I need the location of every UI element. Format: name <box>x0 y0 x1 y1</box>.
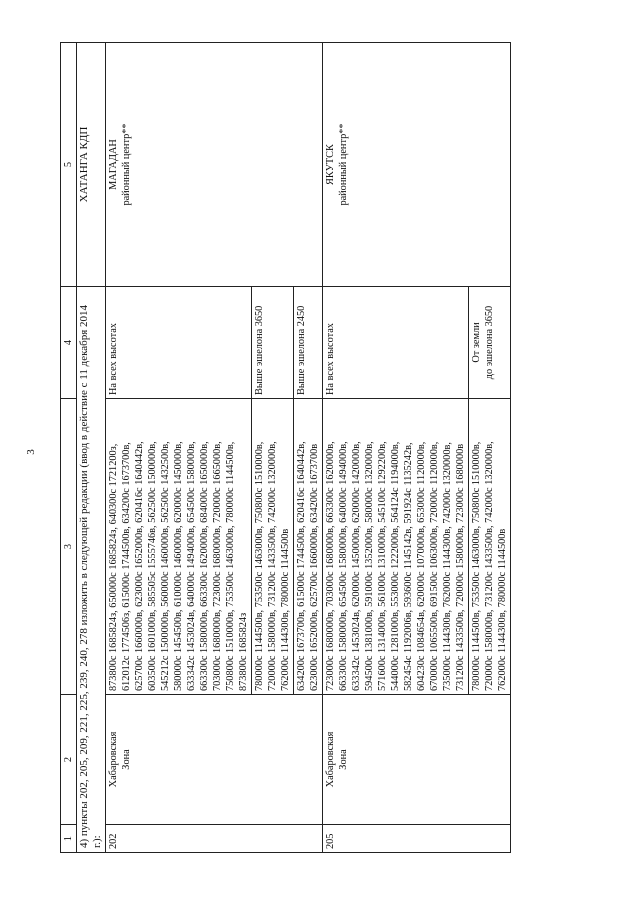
header-col-1: 1 <box>61 825 77 853</box>
airspace-table <box>60 42 511 853</box>
altitude-cell <box>469 287 511 399</box>
coordinate-line: 670000с 1065500в, 691500с 1063000в, 720000с 1120000в, <box>429 441 440 691</box>
header-col-3: 3 <box>61 399 77 695</box>
altitude-cell <box>323 287 469 399</box>
header-col-5: 5 <box>61 43 77 287</box>
note-row <box>77 43 106 853</box>
zone-cell <box>323 695 511 825</box>
amendment-note: 4) пункты 202, 205, 209, 221, 225, 239, 240, 278 изложить в следующей редакции (ввод в действие с 11 декабря 2014 г.): <box>77 287 106 853</box>
row-number: 202 <box>106 825 323 853</box>
coordinate-line: 720000с 1580000в, 731200с 1433500в, 742000с 1320000в, <box>267 441 278 691</box>
coordinate-line: 873800с 1685824з, 650000с 1685824з, 640300с 1721200з, <box>108 443 119 691</box>
coordinate-line: 544000с 1281000в, 553000с 1222000в, 564124с 1194000в, <box>390 441 401 691</box>
altitude-line: От земли <box>471 322 482 363</box>
coordinate-line: 735000с 1144300в, 762000с 1144300в, 742000с 1320000в, <box>442 442 453 691</box>
zone-cell <box>106 695 323 825</box>
zone-line: Хабаровская <box>108 731 119 788</box>
altitude-line: На всех высотах <box>325 323 336 395</box>
coordinate-line: 580000с 1454500в, 610000с 1460000в, 620000с 1450000в, <box>173 441 184 691</box>
table-row <box>323 43 469 853</box>
altitude-line: Выше эшелона 2450 <box>296 305 307 395</box>
coordinate-line: 723000с 1680000в, 703000с 1680000в, 663300с 1620000в, <box>325 441 336 691</box>
altitude-cell <box>294 287 323 399</box>
coordinate-line: 545212с 1500000в, 560000с 1460000в, 562500с 1432500в, <box>160 441 171 691</box>
coordinate-line: 873800с 1685824з <box>238 612 249 691</box>
coordinate-line: 750800с 1510000в, 753500с 1463000в, 780000с 1144500в, <box>225 441 236 691</box>
coordinate-line: 780000с 1144500в, 753500с 1463000в, 750800с 1510000в, <box>254 441 265 691</box>
coordinate-line: 703000с 1680000в, 723000с 1680000в, 720000с 1665000в, <box>212 441 223 691</box>
coordinate-line: 663300с 1580000в, 654500с 1580000в, 640000с 1494000в, <box>338 441 349 691</box>
coordinate-line: 663300с 1580000в, 663300с 1620000в, 684000с 1650000в, <box>199 441 210 691</box>
center-line: районный центр** <box>338 123 349 206</box>
header-col-4: 4 <box>61 287 77 399</box>
coordinate-line: 762000с 1144300в, 780000с 1144500в <box>280 528 291 691</box>
coordinate-line: 762000с 1144300в, 780000с 1144500в <box>497 528 508 691</box>
coordinate-line: 625700с 1660000в, 623000с 1652000в, 620416с 1640442в, <box>134 441 145 691</box>
center-line: МАГАДАН <box>108 139 119 190</box>
zone-line: Зона <box>338 749 349 770</box>
coordinate-line: 594500с 1381000в, 591000с 1352000в, 580000с 1320000в, <box>364 441 375 691</box>
coordinate-line: 612012с 1774506з, 615000с 1744500в, 634200с 1673700в, <box>121 442 132 691</box>
coordinates-cell <box>323 399 469 695</box>
header-row <box>61 43 77 853</box>
coordinates-cell <box>252 399 294 695</box>
coordinate-line: 633342с 1453024в, 640000с 1494000в, 654500с 1580000в, <box>186 441 197 691</box>
coordinate-line: 623000с 1652000в, 625700с 1660000в, 634200с 1673700в <box>309 443 320 691</box>
coordinate-line: 582454с 1192006в, 593600с 1145142в, 591924с 1135242в, <box>403 442 414 691</box>
coordinate-line: 604230с 1084654в, 620000с 1070000в, 653000с 1120000в, <box>416 441 427 691</box>
coordinate-line: 633342с 1453024в, 620000с 1450000в, 620000с 1420000в, <box>351 441 362 691</box>
coordinates-cell <box>469 399 511 695</box>
header-col-2: 2 <box>61 695 77 825</box>
altitude-cell <box>106 287 252 399</box>
center-line: ЯКУТСК <box>325 144 336 185</box>
center-line: районный центр** <box>121 123 132 206</box>
altitude-line: Выше эшелона 3650 <box>254 305 265 395</box>
center-cell <box>106 43 323 287</box>
page-number: 3 <box>24 449 37 455</box>
coordinate-line: 603500с 1601000в, 585505с 1555746в, 562500с 1500000в, <box>147 441 158 691</box>
zone-line: Хабаровская <box>325 731 336 788</box>
table-body <box>106 43 511 853</box>
coordinate-line: 634200с 1673700в, 615000с 1744500в, 620416с 1640442в, <box>296 441 307 691</box>
table-row <box>106 43 252 853</box>
coordinate-line: 780000с 1144500в, 753500с 1463000в, 750800с 1510000в, <box>471 441 482 691</box>
altitude-cell <box>252 287 294 399</box>
zone-line: Зона <box>121 749 132 770</box>
center-cell <box>323 43 511 287</box>
row-number: 205 <box>323 825 511 853</box>
rotated-table-page <box>60 43 580 853</box>
coordinate-line: 571600с 1314000в, 561000с 1310000в, 545100с 1292200в, <box>377 441 388 691</box>
coordinate-line: 731200с 1433500в, 720000с 1580000в, 723000с 1680000в <box>455 443 466 691</box>
top-right-cell: ХАТАНГА КДП <box>77 43 106 287</box>
altitude-line: На всех высотах <box>108 323 119 395</box>
coordinates-cell <box>294 399 323 695</box>
altitude-line: до эшелона 3650 <box>484 305 495 380</box>
coordinates-cell <box>106 399 252 695</box>
coordinate-line: 720000с 1580000в, 731200с 1433500в, 742000с 1320000в, <box>484 441 495 691</box>
